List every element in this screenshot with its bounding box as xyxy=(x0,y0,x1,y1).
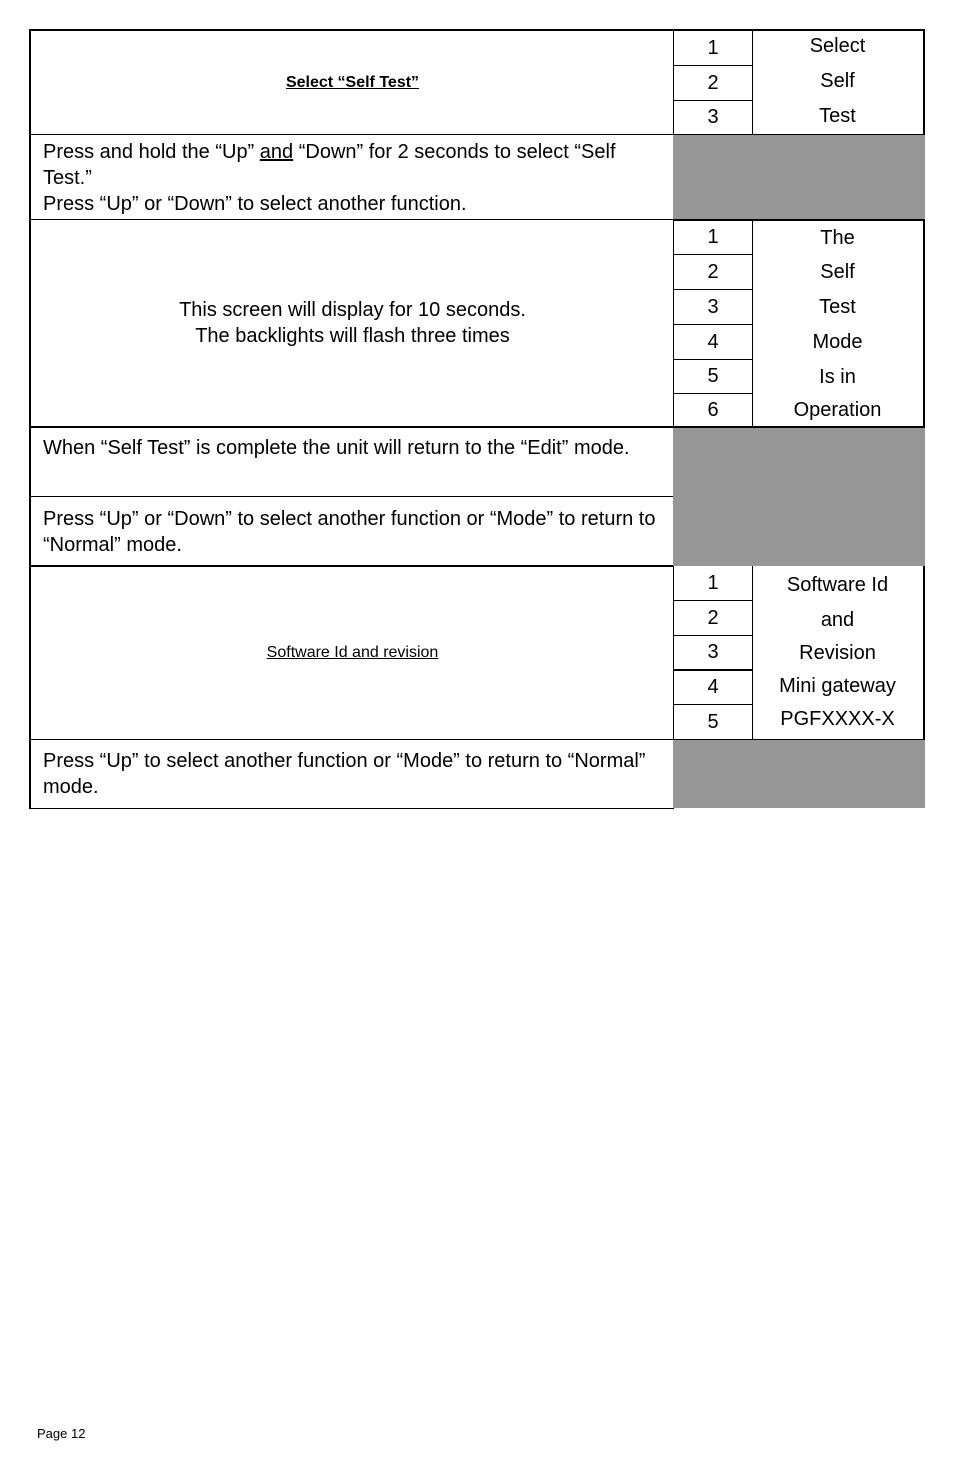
software-id-title: Software Id and revision xyxy=(266,643,439,661)
display-word: Select xyxy=(809,35,866,58)
line-number-5: 5 xyxy=(673,360,753,394)
line-number-2: 2 xyxy=(673,66,753,101)
instruction-text: “Down” for 2 seconds to select “Self Test.” xyxy=(43,141,616,189)
shaded-cell xyxy=(673,428,925,566)
return-to-normal-note: Press “Up” or “Down” to select another function or “Mode” to return to “Normal” mode. xyxy=(31,497,674,567)
line-number-2: 2 xyxy=(673,255,753,290)
section1-display-block xyxy=(673,29,925,135)
page-number: Page 12 xyxy=(37,1426,86,1441)
section2-display-block xyxy=(673,219,925,428)
display-word: Mode xyxy=(812,331,863,353)
line-number-6: 6 xyxy=(673,394,753,428)
self-test-complete-note: When “Self Test” is complete the unit will return to the “Edit” mode. xyxy=(31,428,674,497)
description-line: The backlights will flash three times xyxy=(195,324,510,347)
section3-display-block xyxy=(673,566,925,740)
display-screen-self-test-mode xyxy=(752,219,925,428)
display-word: Revision xyxy=(799,642,876,664)
line-number-3: 3 xyxy=(673,636,753,670)
description-line: This screen will display for 10 seconds. xyxy=(179,298,526,321)
display-word: Operation xyxy=(793,399,882,421)
line-number-2: 2 xyxy=(673,601,753,636)
line-number-3: 3 xyxy=(673,290,753,325)
display-word: Test xyxy=(819,296,856,318)
line-number-5: 5 xyxy=(673,705,753,740)
display-word: Self xyxy=(820,261,855,283)
select-self-test-title-cell xyxy=(31,29,674,135)
display-word: Is in xyxy=(819,366,856,388)
line-number-1: 1 xyxy=(673,29,753,66)
self-test-description-cell xyxy=(31,219,674,428)
line-number-1: 1 xyxy=(673,566,753,601)
instruction-text: Press and hold the “Up” xyxy=(43,141,260,163)
display-word: Test xyxy=(819,105,856,128)
instruction-emphasis: and xyxy=(259,141,294,163)
software-id-title-cell xyxy=(31,566,674,740)
shaded-cell xyxy=(673,135,925,219)
display-word: Mini gateway xyxy=(779,675,896,697)
instruction-text: Press “Up” or “Down” to select another function. xyxy=(43,193,467,215)
display-word: Software Id xyxy=(786,573,889,596)
software-id-return-note: Press “Up” to select another function or “Mode” to return to “Normal” mode. xyxy=(31,740,674,809)
select-self-test-title: Select “Self Test” xyxy=(285,73,420,91)
self-test-instructions xyxy=(31,135,674,220)
line-number-4: 4 xyxy=(673,325,753,360)
line-number-3: 3 xyxy=(673,101,753,135)
shaded-cell xyxy=(673,740,925,808)
display-word: PGFXXXX-X xyxy=(780,707,895,730)
display-word: The xyxy=(820,226,855,249)
display-screen-software-id xyxy=(752,566,925,740)
line-number-1: 1 xyxy=(673,219,753,255)
display-screen-select-self-test xyxy=(752,29,925,135)
display-word: and xyxy=(820,609,855,631)
display-word: Self xyxy=(820,69,855,92)
line-number-4: 4 xyxy=(673,670,753,705)
